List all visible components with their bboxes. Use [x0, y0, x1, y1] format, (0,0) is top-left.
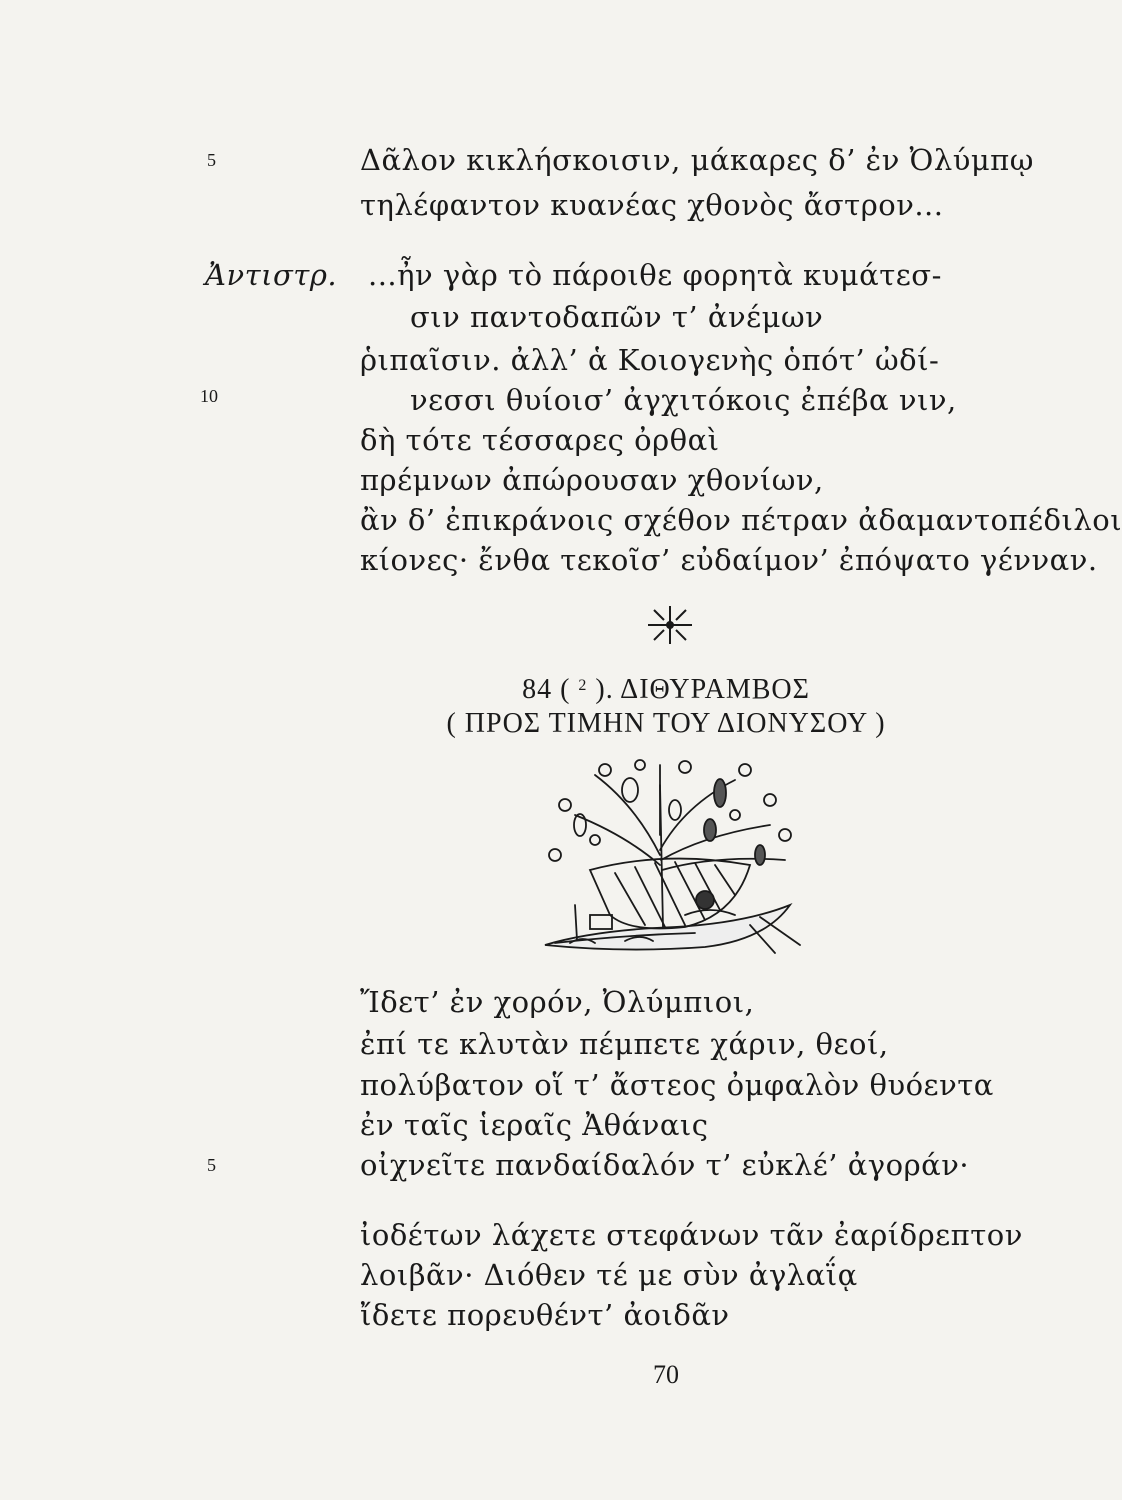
line-number: 5 — [207, 150, 216, 170]
verse-line: Δᾶλον κικλήσκοισιν, μάκαρες δ’ ἐν Ὀλύμπῳ — [360, 143, 1034, 177]
verse-line: Ἴδετ’ ἐν χορόν, Ὀλύμπιοι, — [360, 985, 755, 1019]
poem-heading — [0, 668, 1122, 708]
verse-line: ῥιπαῖσιν. ἀλλ’ ἁ Κοιογενὴς ὁπότ’ ὠδί- — [360, 343, 940, 377]
verse-line: λοιβᾶν· Διόθεν τέ με σὺν ἀγλαΐᾳ — [360, 1258, 858, 1292]
poem-superscript: 2 — [578, 677, 588, 694]
verse-line: σιν παντοδαπῶν τ’ ἀνέμων — [410, 300, 824, 334]
verse-line: ἂν δ’ ἐπικράνοις σχέθον πέτραν ἀδαμαντοπέδιλοι — [360, 503, 1122, 537]
ornament-icon — [640, 600, 700, 650]
poem-subtitle: ( ΠΡΟΣ ΤΙΜΗΝ ΤΟΥ ΔΙΟΝΥΣΟΥ ) — [446, 708, 886, 739]
dionysus-ship-icon — [535, 755, 810, 955]
verse-line: ἐν ταῖς ἱεραῖς Ἀθάναις — [360, 1108, 709, 1142]
antistrophe-label: Ἀντιστρ. — [205, 258, 338, 292]
verse-line: δὴ τότε τέσσαρες ὀρθαὶ — [360, 423, 720, 457]
verse-line: ...ἦν γὰρ τὸ πάροιθε φορητὰ κυμάτεσ- — [368, 258, 942, 292]
verse-line: κίονες· ἔνθα τεκοῖσ’ εὐδαίμον’ ἐπόψατο γένναν. — [360, 543, 1098, 577]
verse-line: οἰχνεῖτε πανδαίδαλόν τ’ εὐκλέ’ ἀγοράν· — [360, 1148, 970, 1182]
line-number: 5 — [207, 1155, 216, 1175]
verse-line: πολύβατον οἵ τ’ ἄστεος ὀμφαλὸν θυόεντα — [360, 1068, 994, 1102]
poem-number: 84 ( — [522, 674, 571, 705]
verse-line: νεσσι θυίοισ’ ἀγχιτόκοις ἐπέβα νιν, — [410, 383, 957, 417]
line-number: 10 — [200, 386, 218, 406]
verse-line: τηλέφαντον κυανέας χθονὸς ἄστρον... — [360, 188, 944, 222]
poem-title: ). ΔΙΘΥΡΑΜΒΟΣ — [595, 674, 810, 705]
verse-line: ἴδετε πορευθέντ’ ἀοιδᾶν — [360, 1298, 730, 1332]
verse-line: ἐπί τε κλυτὰν πέμπετε χάριν, θεοί, — [360, 1027, 889, 1061]
verse-line: ἰοδέτων λάχετε στεφάνων τᾶν ἐαρίδρεπτον — [360, 1218, 1023, 1252]
verse-line: πρέμνων ἀπώρουσαν χθονίων, — [360, 463, 824, 497]
page-number: 70 — [653, 1360, 679, 1389]
